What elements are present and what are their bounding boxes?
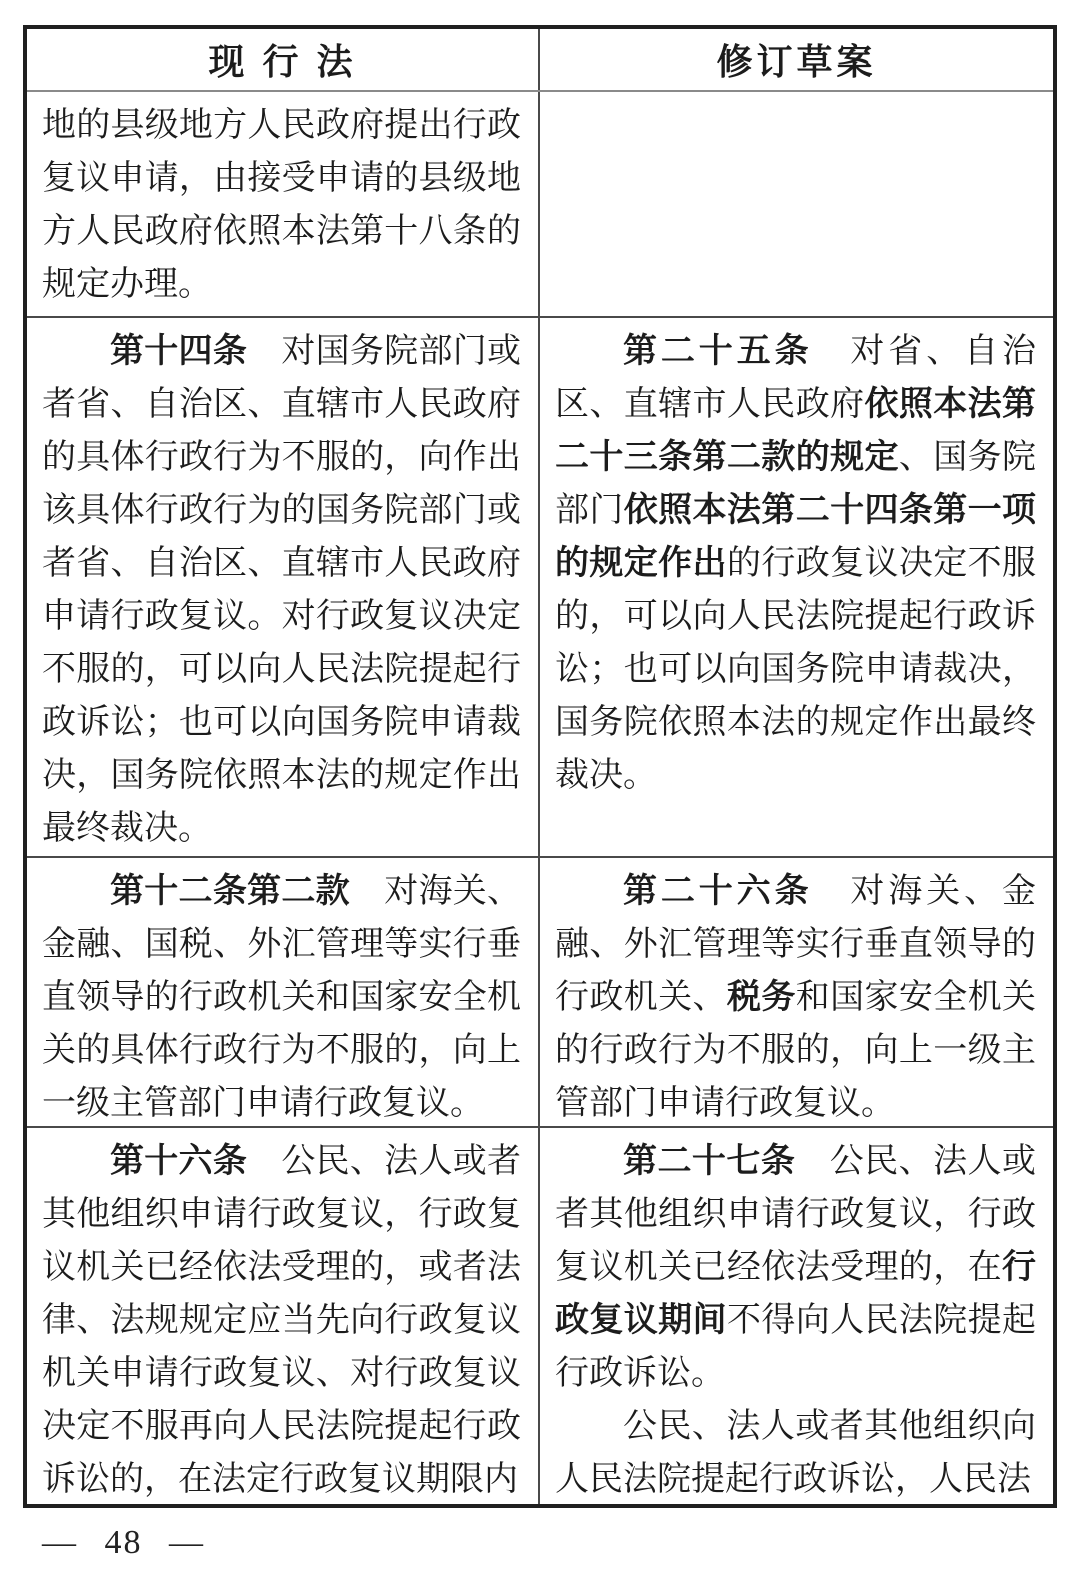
table-header-row (27, 29, 1053, 92)
table-row (27, 318, 1053, 858)
comparison-table (23, 25, 1057, 1508)
paragraph (42, 99, 521, 311)
table-row (27, 858, 1053, 1128)
text-run: 、国务院部门 (555, 439, 1037, 529)
cell-right (540, 858, 1053, 1126)
cell-left (27, 92, 540, 316)
bold-run: 依照本法第二十三条第二款的规定 (555, 385, 1037, 476)
header-current-law: 现 行 法 (27, 29, 540, 90)
cell-right (540, 318, 1053, 856)
text-run: 对国务院部门或者省、自治区、直辖市人民政府的具体行政行为不服的，向作出该具体行政行为的国务院部门或者省、自治区、直辖市人民政府申请行政复议。对行政复议决定不服的，可以向人民法院提起行政诉讼；也可以向国务院申请裁决，国务院依照本法的规定作出最终裁决。 (42, 333, 522, 847)
cell-left (27, 858, 540, 1126)
text-run: 对省、自治区、直辖市人民政府 (555, 333, 1036, 423)
page-number: — 48 — (42, 1524, 205, 1561)
cell-left (27, 318, 540, 856)
bold-run: 第十六条 (110, 1142, 248, 1180)
bold-run: 第二十六条 (623, 872, 813, 910)
table-row (27, 1128, 1053, 1504)
paragraph (555, 1400, 1036, 1504)
text-run: 公民、法人或者其他组织申请行政复议，行政复议机关已经依法受理的，在 (555, 1143, 1037, 1286)
paragraph (555, 325, 1036, 802)
text-run: 公民、法人或者其他组织向人民法院提起行政诉讼，人民法 (555, 1408, 1036, 1498)
paragraph (42, 865, 521, 1126)
paragraph (555, 1135, 1036, 1400)
text-run: 对海关、金融、国税、外汇管理等实行垂直领导的行政机关和国家安全机关的具体行政行为不服的，向上一级主管部门申请行政复议。 (42, 873, 522, 1122)
bold-run: 第十四条 (110, 332, 248, 370)
text-run: 公民、法人或者其他组织申请行政复议，行政复议机关已经依法受理的，或者法律、法规规定应当先向行政复议机关申请行政复议、对行政复议决定不服再向人民法院提起行政诉讼的，在法定行政复议期限内 (42, 1143, 522, 1498)
text-run: 对海关、金融、外汇管理等实行垂直领导的行政机关、 (555, 873, 1036, 1016)
cell-right (540, 1128, 1053, 1504)
text-run: 不得向人民法院提起行政诉讼。 (555, 1302, 1037, 1392)
cell-right (540, 92, 1053, 316)
text-run: 地的县级地方人民政府提出行政复议申请，由接受申请的县级地方人民政府依照本法第十八条的规定办理。 (42, 107, 521, 303)
paragraph (42, 1135, 521, 1504)
table-body (27, 92, 1053, 1504)
bold-run: 行政复议期间 (555, 1248, 1036, 1339)
cell-left (27, 1128, 540, 1504)
header-revised-draft: 修订草案 (716, 41, 877, 82)
bold-run: 税务 (726, 978, 796, 1016)
bold-run: 第二十七条 (623, 1142, 796, 1180)
bold-run: 第十二条第二款 (110, 872, 350, 910)
paragraph (555, 865, 1036, 1126)
paragraph (42, 325, 521, 855)
bold-run: 第二十五条 (623, 332, 813, 370)
table-row (27, 92, 1053, 318)
text-run: 的行政复议决定不服的，可以向人民法院提起行政诉讼；也可以向国务院申请裁决，国务院依照本法的规定作出最终裁决。 (555, 545, 1037, 794)
text-run: 和国家安全机关的行政行为不服的，向上一级主管部门申请行政复议。 (555, 979, 1037, 1122)
bold-run: 依照本法第二十四条第一项的规定作出 (555, 491, 1037, 582)
